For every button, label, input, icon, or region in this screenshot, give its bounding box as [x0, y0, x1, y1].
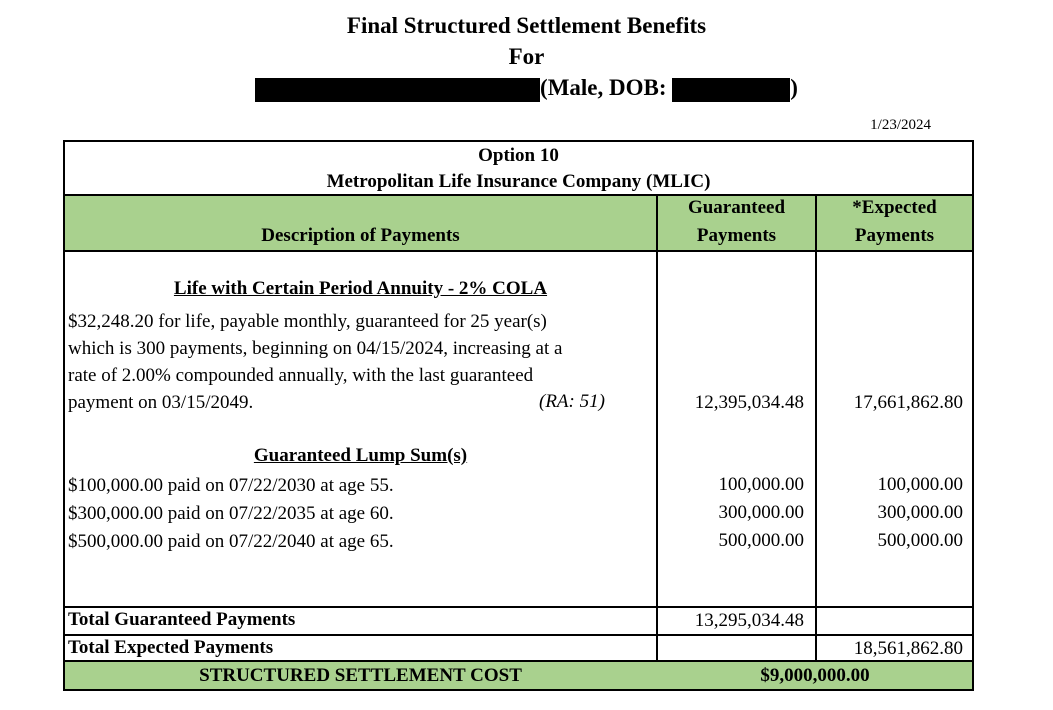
annuity-line: payment on 03/15/2049. [68, 392, 254, 413]
cost-value: $9,000,000.00 [760, 665, 870, 686]
total-expected-label: Total Expected Payments [68, 637, 274, 658]
lump-sum-guaranteed-3: 500,000.00 [718, 530, 804, 551]
total-guaranteed-label: Total Guaranteed Payments [68, 609, 296, 630]
for-label: For [508, 44, 545, 69]
lump-sum-guaranteed-2: 300,000.00 [718, 502, 804, 523]
recipient-line [0, 74, 1053, 102]
annuity-guaranteed: 12,395,034.48 [694, 392, 804, 413]
divider [65, 194, 972, 196]
lump-sum-row-3: $500,000.00 paid on 07/22/2040 at age 65. [68, 531, 394, 552]
settlement-table [63, 140, 974, 691]
divider [65, 606, 972, 608]
column-header-guaranteed-1: Guaranteed [687, 197, 786, 218]
recipient-suffix: (Male, DOB: [540, 75, 667, 100]
document-date: 1/23/2024 [870, 117, 931, 133]
cost-label: STRUCTURED SETTLEMENT COST [199, 665, 522, 686]
document-title: Final Structured Settlement Benefits [346, 13, 707, 38]
annuity-heading: Life with Certain Period Annuity - 2% COLA [173, 278, 548, 299]
total-expected-value: 18,561,862.80 [853, 638, 963, 659]
lump-sum-row-1: $100,000.00 paid on 07/22/2030 at age 55. [68, 475, 394, 496]
annuity-line: rate of 2.00% compounded annually, with the last guaranteed [68, 365, 534, 386]
annuity-line: $32,248.20 for life, payable monthly, guaranteed for 25 year(s) [68, 311, 547, 332]
lump-sum-guaranteed-1: 100,000.00 [718, 474, 804, 495]
lump-sum-row-2: $300,000.00 paid on 07/22/2035 at age 60. [68, 503, 394, 524]
total-guaranteed-value: 13,295,034.48 [694, 610, 804, 631]
annuity-line: which is 300 payments, beginning on 04/15/2024, increasing at a [68, 338, 563, 359]
column-divider [815, 194, 817, 660]
annuity-expected: 17,661,862.80 [853, 392, 963, 413]
redacted-dob [672, 78, 790, 102]
column-header-description: Description of Payments [261, 225, 460, 246]
column-header-expected-1: *Expected [852, 197, 937, 218]
lump-sum-expected-2: 300,000.00 [877, 502, 963, 523]
option-title: Option 10 [478, 145, 559, 166]
lump-sum-heading: Guaranteed Lump Sum(s) [253, 445, 468, 466]
company-name: Metropolitan Life Insurance Company (MLIC) [326, 171, 711, 192]
divider [65, 250, 972, 252]
recipient-close: ) [790, 75, 798, 100]
lump-sum-expected-3: 500,000.00 [877, 530, 963, 551]
column-divider [656, 194, 658, 660]
column-header-guaranteed-2: Payments [696, 225, 777, 246]
ra-note: (RA: 51) [539, 391, 605, 412]
lump-sum-expected-1: 100,000.00 [877, 474, 963, 495]
redacted-name [255, 78, 540, 102]
column-header-expected-2: Payments [854, 225, 935, 246]
divider [65, 634, 972, 636]
